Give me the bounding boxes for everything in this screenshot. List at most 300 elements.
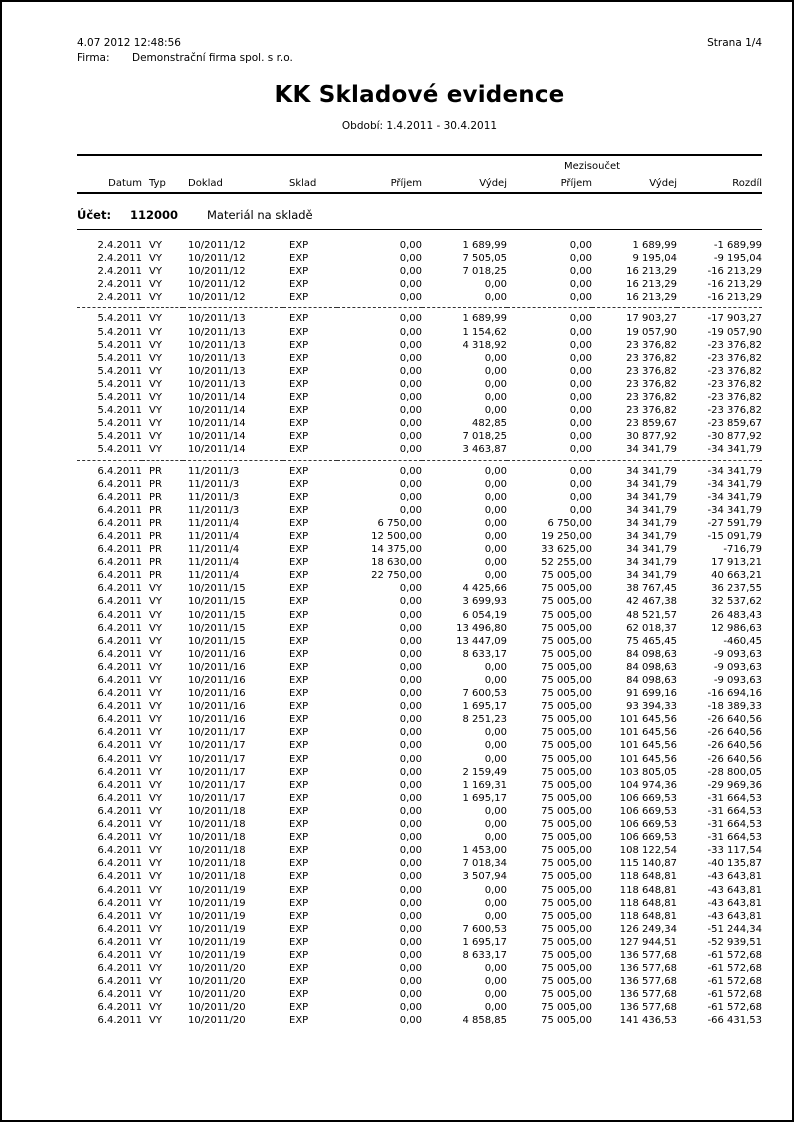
table-cell: 75 005,00 [541,727,592,739]
table-cell: 75 005,00 [541,596,592,608]
table-cell: 42 467,38 [626,596,677,608]
table-cell: 10/2011/13 [188,326,246,338]
table-cell: 7 505,05 [462,253,507,265]
table-cell: 2.4.2011 [97,279,142,291]
table-cell: 0,00 [484,557,507,569]
table-cell: 0,00 [569,465,592,477]
table-cell: 9 195,04 [632,253,677,265]
table-cell: 1 695,17 [462,792,507,804]
table-row [77,870,762,883]
table-cell: 101 645,56 [619,727,677,739]
table-row [77,1001,762,1014]
table-cell: EXP [289,405,309,417]
table-cell: VY [149,378,162,390]
table-cell: 0,00 [399,418,422,430]
table-cell: 10/2011/15 [188,635,246,647]
table-cell: EXP [289,779,309,791]
table-cell: 101 645,56 [619,753,677,765]
table-cell: 0,00 [484,517,507,529]
table-cell: 23 376,82 [626,378,677,390]
table-cell: VY [149,596,162,608]
table-cell: 10/2011/13 [188,339,246,351]
col-header-mezisoucet-vydej: Výdej [592,173,677,193]
table-cell: 6.4.2011 [97,936,142,948]
table-cell: 34 341,79 [626,504,677,516]
table-cell: 34 341,79 [626,570,677,582]
table-cell: EXP [289,1015,309,1027]
table-row [77,739,762,752]
table-cell: VY [149,976,162,988]
table-cell: 0,00 [484,465,507,477]
table-cell: -34 341,79 [707,491,762,503]
table-row [77,530,762,543]
table-cell: EXP [289,897,309,909]
table-cell: EXP [289,378,309,390]
col-header-prijem: Příjem [337,173,422,193]
table-cell: -15 091,79 [707,530,762,542]
table-cell: -23 859,67 [707,418,762,430]
table-cell: 0,00 [569,478,592,490]
table-cell: 75 005,00 [541,989,592,1001]
table-cell: 136 577,68 [619,949,677,961]
table-cell: EXP [289,766,309,778]
page-number: Strana 1/4 [707,37,762,49]
table-cell: 10/2011/18 [188,832,246,844]
table-row [77,792,762,805]
table-cell: 6.4.2011 [97,1015,142,1027]
table-row [77,609,762,622]
table-cell: 23 859,67 [626,418,677,430]
table-row [77,753,762,766]
table-cell: 34 341,79 [626,491,677,503]
table-cell: 1 695,17 [462,936,507,948]
table-cell: EXP [289,832,309,844]
table-cell: 75 005,00 [541,805,592,817]
table-cell: 0,00 [399,714,422,726]
table-cell: 0,00 [399,897,422,909]
table-cell: 1 453,00 [462,845,507,857]
table-cell: 30 877,92 [626,431,677,443]
table-cell: VY [142,291,183,308]
table-cell: 0,00 [484,365,507,377]
table-cell: 0,00 [569,339,592,351]
table-cell: VY [149,989,162,1001]
table-cell: 0,00 [337,291,422,308]
table-cell: 10/2011/20 [188,1015,246,1027]
table-cell: 34 341,79 [626,465,677,477]
table-cell: -23 376,82 [707,352,762,364]
table-cell: EXP [289,858,309,870]
table-cell: 0,00 [399,753,422,765]
table-row [77,687,762,700]
table-cell: 18 630,00 [371,557,422,569]
firm-label: Firma: [77,52,110,64]
table-cell: 6.4.2011 [97,753,142,765]
table-cell: EXP [283,291,337,308]
table-cell: -17 903,27 [707,313,762,325]
table-cell: -31 664,53 [707,792,762,804]
table-cell: EXP [289,963,309,975]
table-cell: EXP [289,648,309,660]
table-cell: 10/2011/19 [188,949,246,961]
table-cell: 10/2011/17 [188,753,246,765]
table-cell: EXP [289,517,309,529]
table-cell: VY [149,805,162,817]
subtotal-group-header: Mezisoučet [563,160,621,172]
table-cell: 0,00 [484,392,507,404]
table-cell: 0,00 [399,465,422,477]
table-cell: 11/2011/4 [188,544,240,556]
table-cell: 0,00 [399,727,422,739]
table-cell: 0,00 [399,339,422,351]
table-cell: 5.4.2011 [97,431,142,443]
table-row [77,635,762,648]
table-cell: -28 800,05 [707,766,762,778]
table-cell: VY [149,845,162,857]
table-row [77,962,762,975]
table-cell: 3 463,87 [422,443,507,460]
table-cell: 75 005,00 [541,936,592,948]
table-cell: 2 159,49 [462,766,507,778]
table-cell: 75 005,00 [541,963,592,975]
table-cell: 2.4.2011 [97,240,142,251]
table-cell: 0,00 [484,405,507,417]
table-cell: 6.4.2011 [97,517,142,529]
table-cell: 6.4.2011 [97,530,142,542]
table-cell: 0,00 [569,504,592,516]
table-row [77,648,762,661]
table-cell: 0,00 [399,622,422,634]
table-cell: -19 057,90 [707,326,762,338]
table-cell: 75 005,00 [541,583,592,595]
table-cell: EXP [289,392,309,404]
table-cell: 6.4.2011 [97,871,142,883]
table-cell: -460,45 [723,635,762,647]
table-cell: VY [149,701,162,713]
table-cell: EXP [289,465,309,477]
table-cell: EXP [289,240,309,251]
table-cell: 6.4.2011 [97,976,142,988]
table-cell: 75 005,00 [541,766,592,778]
table-cell: 0,00 [399,392,422,404]
table-cell: 75 005,00 [541,910,592,922]
table-cell: EXP [289,675,309,686]
table-cell: 91 699,16 [626,688,677,700]
table-cell: -26 640,56 [707,727,762,739]
table-cell: EXP [289,326,309,338]
table-cell: 6.4.2011 [97,596,142,608]
table-cell: EXP [289,557,309,569]
table-cell: -66 431,53 [707,1015,762,1027]
table-cell: 75 005,00 [541,949,592,961]
table-cell: 23 376,82 [626,392,677,404]
table-cell: VY [149,753,162,765]
table-cell: 6 750,00 [547,517,592,529]
table-cell: 10/2011/19 [188,897,246,909]
table-cell: 10/2011/16 [188,701,246,713]
table-cell: 23 376,82 [626,365,677,377]
table-cell: 22 750,00 [371,570,422,582]
table-cell: 0,00 [569,313,592,325]
table-cell: 6.4.2011 [97,727,142,739]
table-row [77,378,762,391]
table-cell: VY [149,727,162,739]
table-cell: VY [149,661,162,673]
table-cell: 115 140,87 [619,858,677,870]
table-cell: EXP [289,701,309,713]
table-row [77,897,762,910]
table-row [77,674,762,687]
table-cell: 19 057,90 [626,326,677,338]
table-cell: 106 669,53 [619,832,677,844]
table-cell: 75 005,00 [541,648,592,660]
table-cell: 10/2011/15 [188,609,246,621]
table-cell: 0,00 [399,701,422,713]
table-cell: -16 694,16 [707,688,762,700]
table-row [77,766,762,779]
table-cell: 5.4.2011 [97,352,142,364]
table-cell: 36 237,55 [711,583,762,595]
table-cell: EXP [289,884,309,896]
table-cell: 0,00 [337,443,422,460]
table-cell: -43 643,81 [707,871,762,883]
table-cell: 75 005,00 [541,832,592,844]
table-cell: 10/2011/13 [188,313,246,325]
table-cell: 103 805,05 [619,766,677,778]
table-cell: 10/2011/18 [188,819,246,831]
table-cell: 17 913,21 [711,557,762,569]
table-cell: 5.4.2011 [97,418,142,430]
table-cell: 118 648,81 [619,884,677,896]
table-cell: EXP [289,910,309,922]
table-cell: 6.4.2011 [97,465,142,477]
table-cell: 0,00 [399,858,422,870]
table-cell: 10/2011/12 [188,240,246,251]
subtotal-group-header-row [77,155,762,173]
table-cell: EXP [289,530,309,542]
table-cell: 6.4.2011 [97,805,142,817]
table-row [77,779,762,792]
table-cell: 19 250,00 [541,530,592,542]
table-cell: 0,00 [484,884,507,896]
table-cell: -27 591,79 [707,517,762,529]
table-cell: 0,00 [484,1002,507,1014]
table-cell: 6.4.2011 [97,504,142,516]
table-row [77,391,762,404]
table-cell: 0,00 [399,688,422,700]
col-header-datum: Datum [77,173,142,193]
table-cell: VY [149,622,162,634]
table-cell: 75 005,00 [541,976,592,988]
table-cell: PR [149,465,162,477]
table-cell: 0,00 [399,648,422,660]
table-cell: 0,00 [484,504,507,516]
table-cell: 38 767,45 [626,583,677,595]
table-row [77,404,762,417]
table-cell: 34 341,79 [626,478,677,490]
table-cell: EXP [289,753,309,765]
table-row [77,504,762,517]
table-cell: 5.4.2011 [97,313,142,325]
table-cell: 0,00 [484,805,507,817]
table-cell: 5.4.2011 [97,405,142,417]
table-cell: -61 572,68 [707,989,762,1001]
table-cell: 3 699,93 [462,596,507,608]
table-cell: 75 005,00 [541,570,592,582]
table-cell: 75 005,00 [541,779,592,791]
table-cell: 0,00 [484,570,507,582]
table-cell: 0,00 [399,779,422,791]
table-cell: 10/2011/16 [188,648,246,660]
table-cell: 0,00 [484,491,507,503]
table-cell: 10/2011/19 [188,884,246,896]
table-cell: 0,00 [507,443,592,460]
table-cell: EXP [289,279,309,291]
table-cell: VY [149,949,162,961]
table-cell: EXP [289,583,309,595]
table-row [77,491,762,504]
table-cell: 0,00 [399,910,422,922]
table-cell: 10/2011/19 [188,923,246,935]
table-cell: 75 005,00 [541,819,592,831]
table-cell: 11/2011/3 [188,491,240,503]
ledger-table [77,239,762,1028]
table-cell: 16 213,29 [626,266,677,278]
table-cell: 0,00 [399,819,422,831]
table-cell: 75 005,00 [541,753,592,765]
table-cell: -23 376,82 [707,392,762,404]
table-cell: 6.4.2011 [97,963,142,975]
table-cell: 75 005,00 [541,675,592,686]
table-row [77,460,762,478]
table-cell: -9 093,63 [713,661,762,673]
table-cell: 6.4.2011 [97,923,142,935]
table-cell: 75 005,00 [541,897,592,909]
table-row [77,988,762,1001]
table-cell: EXP [289,431,309,443]
table-cell: 2.4.2011 [97,253,142,265]
table-cell: EXP [289,819,309,831]
report-title: KK Skladové evidence [274,82,565,108]
table-row [77,417,762,430]
table-cell: VY [149,675,162,686]
table-cell: 6.4.2011 [97,661,142,673]
table-cell: VY [149,418,162,430]
table-cell: -26 640,56 [707,753,762,765]
table-cell: 1 154,62 [462,326,507,338]
table-row [77,1014,762,1027]
table-cell: EXP [289,1002,309,1014]
table-cell: 6.4.2011 [97,779,142,791]
table-cell: VY [149,635,162,647]
table-cell: PR [149,544,162,556]
table-cell: 0,00 [399,491,422,503]
table-cell: 5.4.2011 [97,392,142,404]
table-cell: 0,00 [399,609,422,621]
table-cell: 75 005,00 [541,1002,592,1014]
table-cell: EXP [289,609,309,621]
table-row [77,430,762,443]
table-cell: 75 005,00 [541,858,592,870]
account-name: Materiál na skladě [207,208,313,222]
table-cell: 10/2011/20 [188,989,246,1001]
page-content [2,2,794,1028]
table-cell: 106 669,53 [619,805,677,817]
table-cell: 0,00 [399,326,422,338]
table-cell: VY [149,963,162,975]
table-row [77,884,762,897]
table-cell: 6.4.2011 [97,910,142,922]
table-cell: VY [149,392,162,404]
table-cell: 136 577,68 [619,963,677,975]
table-cell: 5.4.2011 [97,365,142,377]
table-cell: 10/2011/13 [188,378,246,390]
table-cell: 6.4.2011 [97,557,142,569]
table-cell: VY [149,431,162,443]
table-cell: 75 005,00 [541,622,592,634]
table-cell: 0,00 [399,805,422,817]
table-cell: -40 135,87 [707,858,762,870]
table-cell: 7 600,53 [462,923,507,935]
table-cell: 13 447,09 [456,635,507,647]
table-cell: 0,00 [399,884,422,896]
table-cell: -9 093,63 [713,675,762,686]
table-cell: -23 376,82 [707,378,762,390]
table-cell: EXP [289,688,309,700]
table-cell: 1 695,17 [462,701,507,713]
table-cell: -52 939,51 [707,936,762,948]
table-cell: 0,00 [569,431,592,443]
table-cell: 33 625,00 [541,544,592,556]
table-row [77,700,762,713]
table-cell: 6.4.2011 [97,570,142,582]
table-row [77,478,762,491]
table-cell: VY [149,405,162,417]
table-cell: 0,00 [569,266,592,278]
table-cell: 0,00 [399,378,422,390]
table-cell: EXP [289,352,309,364]
table-cell: -43 643,81 [707,910,762,922]
table-cell: 0,00 [399,405,422,417]
table-cell: 52 255,00 [541,557,592,569]
table-cell: 0,00 [569,279,592,291]
table-cell: 6.4.2011 [97,478,142,490]
table-cell: VY [149,339,162,351]
table-cell: 10/2011/19 [188,936,246,948]
table-cell: 40 663,21 [711,570,762,582]
table-cell: 4 318,92 [462,339,507,351]
col-header-doklad: Doklad [183,173,283,193]
table-cell: 75 005,00 [541,1015,592,1027]
table-cell: EXP [289,504,309,516]
col-header-sklad: Sklad [283,173,337,193]
table-cell: 75 465,45 [626,635,677,647]
table-cell: 0,00 [484,753,507,765]
table-row [77,831,762,844]
table-cell: 6.4.2011 [97,701,142,713]
table-cell: EXP [289,266,309,278]
col-header-mezisoucet-prijem: Příjem [507,173,592,193]
table-cell: 11/2011/4 [188,517,240,529]
account-number: 112000 [130,208,179,222]
table-cell: 0,00 [399,1002,422,1014]
table-cell: 10/2011/13 [188,365,246,377]
table-cell: 75 005,00 [541,792,592,804]
table-cell: 0,00 [569,365,592,377]
table-cell: -43 643,81 [707,897,762,909]
table-cell: 0,00 [399,313,422,325]
table-cell: -61 572,68 [707,976,762,988]
